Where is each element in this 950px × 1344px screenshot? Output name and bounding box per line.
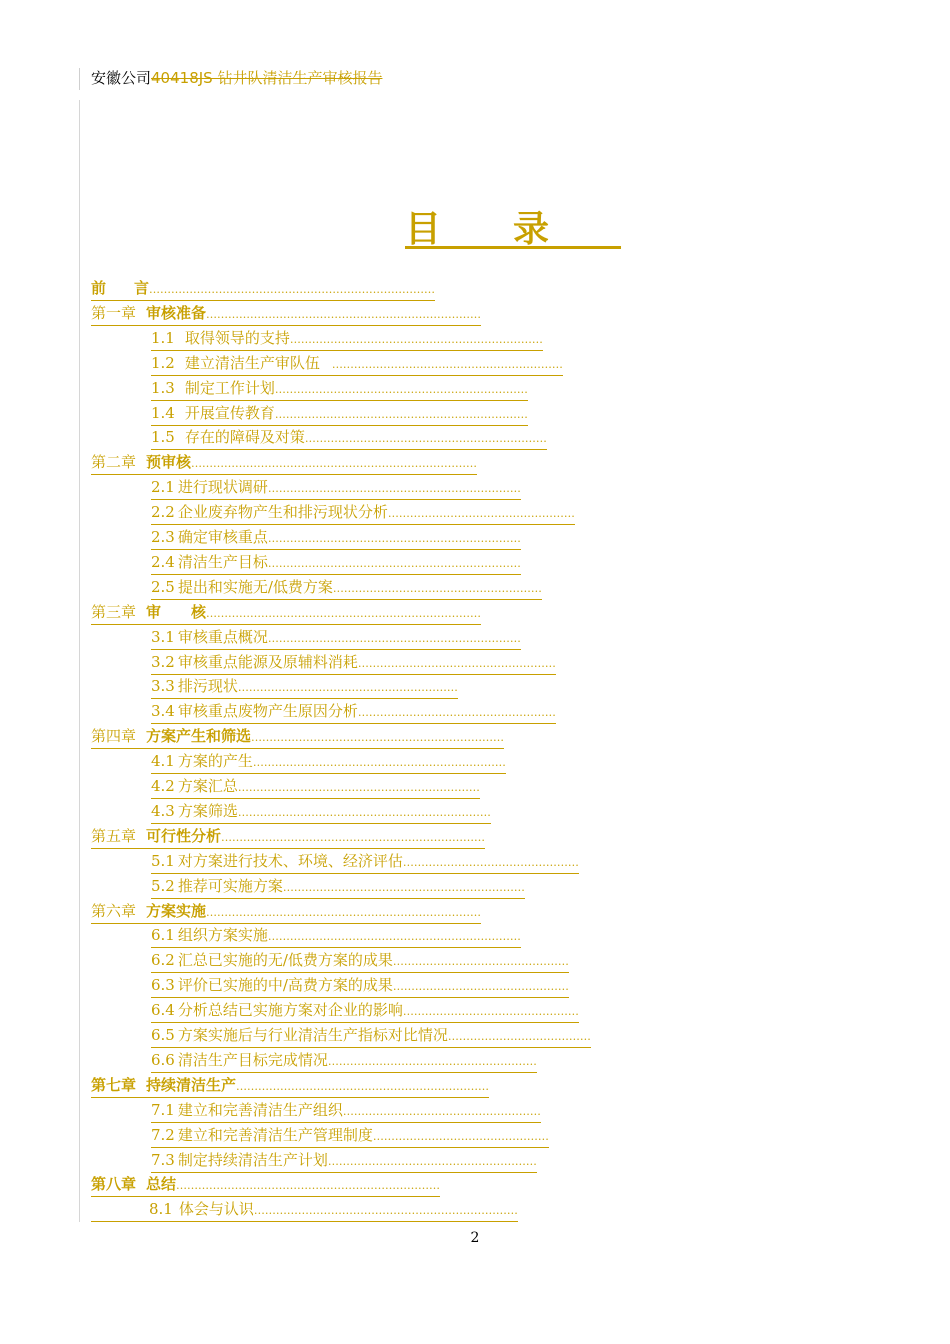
- toc-leader-dots: …………………………………………: [402, 855, 579, 869]
- toc-entry-number: 前: [91, 279, 107, 297]
- toc-leader-dots: ……………………………………………………………: [236, 1079, 490, 1093]
- toc-entry-number: 3.1: [151, 627, 175, 646]
- toc-entry-title: 开展宣传教育: [184, 403, 275, 422]
- toc-entry[interactable]: [151, 625, 521, 650]
- toc-leader-dots: …………………………………………………: [332, 581, 542, 595]
- toc-entry-title: 方案汇总: [177, 777, 238, 795]
- toc-entry-title: 建立清洁生产审队伍: [184, 353, 320, 372]
- toc-entry[interactable]: [151, 749, 506, 774]
- toc-entry-title-cont: 核: [191, 602, 207, 621]
- toc-entry[interactable]: [151, 973, 569, 998]
- toc-entry[interactable]: [151, 326, 543, 351]
- toc-entry-number: 7.2: [151, 1125, 175, 1144]
- toc-leader-dots: ………………………………………………………………: [176, 1179, 441, 1193]
- toc-leader-dots: …………………………………: [447, 1030, 591, 1043]
- toc-entry-number: 6.1: [151, 926, 175, 945]
- toc-entry-title: 方案实施: [146, 901, 207, 920]
- toc-entry-number: 第二章: [91, 453, 137, 472]
- toc-entry-number: 2.1: [151, 478, 175, 497]
- toc-entry[interactable]: [151, 998, 579, 1023]
- toc-leader-dots: …………………………………………………………: [282, 880, 525, 894]
- toc-leader-dots: …………………………………………………: [327, 1154, 537, 1168]
- toc-entry-title: 分析总结已实施方案对企业的影响: [177, 1001, 403, 1020]
- toc-entry[interactable]: [151, 674, 458, 699]
- toc-leader-dots: ……………………………………………: [387, 507, 575, 521]
- toc-entry-number: 5.1: [151, 851, 175, 870]
- toc-leader-dots: …………………………………………: [402, 1005, 579, 1019]
- toc-leader-dots: ……………………………………………………………: [251, 731, 505, 745]
- toc-leader-dots: ………………………………………………: [357, 656, 556, 670]
- toc-leader-dots: …………………………………………………: [327, 1054, 537, 1068]
- toc-leader-dots: ……………………………………………………: [237, 681, 458, 695]
- toc-entry-title: 制定持续清洁生产计划: [177, 1150, 328, 1169]
- toc-entry[interactable]: [91, 1172, 440, 1197]
- toc-leader-dots: …………………………………………: [392, 955, 569, 969]
- toc-entry[interactable]: [151, 500, 575, 525]
- toc-entry[interactable]: [151, 475, 521, 500]
- toc-entry[interactable]: [151, 376, 528, 401]
- toc-entry[interactable]: [151, 923, 521, 948]
- toc-entry-title: 确定审核重点: [177, 528, 268, 546]
- toc-entry-title: 存在的障碍及对策: [184, 428, 305, 447]
- toc-entry-number: 第七章: [91, 1075, 137, 1094]
- toc-entry-number: 1.3: [151, 378, 175, 397]
- toc-entry-title: 清洁生产目标: [177, 552, 268, 571]
- toc-entry[interactable]: [91, 824, 485, 849]
- toc-entry-number: 3.3: [151, 677, 175, 696]
- toc-entry-title: 审核准备: [146, 303, 207, 322]
- toc-entry-title: 汇总已实施的无/低费方案的成果: [177, 951, 393, 970]
- toc-entry-number: 1.1: [151, 328, 175, 347]
- toc-entry[interactable]: [151, 849, 579, 874]
- toc-entry-number: 6.5: [151, 1026, 175, 1044]
- toc-leader-dots: …………………………………………………………: [304, 432, 547, 446]
- header-company: 安徽公司: [91, 69, 152, 87]
- toc-entry-number: 第五章: [91, 826, 137, 845]
- toc-entry[interactable]: [151, 1098, 541, 1123]
- toc-entry[interactable]: [151, 1023, 591, 1048]
- toc-entry-number: 1.5: [151, 428, 175, 447]
- toc-entry-number: 第三章: [91, 602, 137, 621]
- toc-entry-title: 对方案进行技术、环境、经济评估: [177, 851, 403, 870]
- toc-leader-dots: ………………………………………………………: [331, 357, 563, 371]
- toc-leader-dots: …………………………………………………………………: [206, 307, 482, 321]
- toc-entry[interactable]: [151, 425, 547, 450]
- toc-entry[interactable]: [91, 301, 481, 326]
- toc-entry-title: 组织方案实施: [177, 926, 268, 945]
- toc-entry-number: 第六章: [91, 901, 137, 920]
- toc-entry-title: 言: [134, 279, 150, 297]
- toc-entry-number: 6.2: [151, 951, 175, 970]
- toc-entry[interactable]: [91, 450, 477, 475]
- header-report-title: 40418JS 钻井队清洁生产审核报告: [151, 69, 383, 87]
- toc-entry-number: 6.4: [151, 1001, 175, 1020]
- toc-entry[interactable]: [151, 799, 491, 824]
- toc-entry-number: 4.1: [151, 752, 175, 771]
- toc-leader-dots: ……………………………………………………………: [274, 407, 528, 421]
- toc-leader-dots: ……………………………………………………………: [289, 332, 543, 346]
- toc-entry-number: 1.2: [151, 353, 175, 372]
- toc-leader-dots: …………………………………………: [372, 1129, 549, 1143]
- toc-entry-number: 7.1: [151, 1100, 175, 1119]
- toc-entry-title: 方案的产生: [177, 752, 253, 771]
- toc-leader-dots: ……………………………………………………………: [267, 631, 521, 645]
- toc-entry[interactable]: [91, 1073, 489, 1098]
- toc-leader-dots: ……………………………………………………………: [267, 930, 521, 944]
- toc-entry-title: 审: [146, 602, 162, 621]
- toc-entry-number: 7.3: [151, 1150, 175, 1169]
- toc-entry[interactable]: [151, 1123, 549, 1148]
- toc-entry-title: 排污现状: [177, 677, 238, 696]
- toc-leader-dots: ………………………………………………………………: [221, 830, 486, 844]
- toc-entry[interactable]: [91, 276, 435, 301]
- toc-entry-title: 方案实施后与行业清洁生产指标对比情况: [177, 1026, 448, 1044]
- toc-entry-title: 清洁生产目标完成情况: [177, 1050, 328, 1069]
- page-number: 2: [470, 1230, 480, 1246]
- toc-entry-number: 5.2: [151, 876, 175, 895]
- toc-entry-title: 审核重点能源及原辅料消耗: [177, 652, 358, 671]
- toc-entry-title: 企业废弃物产生和排污现状分析: [177, 503, 388, 522]
- toc-leader-dots: ……………………………………………………………: [267, 556, 521, 570]
- toc-leader-dots: ………………………………………………………………: [253, 1204, 518, 1218]
- toc-entry-title: 方案产生和筛选: [146, 727, 252, 746]
- toc-entry-number: 2.5: [151, 577, 175, 596]
- toc-leader-dots: ……………………………………………………………: [267, 532, 521, 545]
- toc-entry-title: 方案筛选: [177, 801, 238, 820]
- toc-entry-title: 取得领导的支持: [184, 328, 290, 347]
- toc-entry[interactable]: [151, 948, 569, 973]
- toc-entry-number: 第八章: [91, 1175, 137, 1194]
- toc-entry[interactable]: [151, 525, 521, 550]
- toc-entry[interactable]: [91, 1197, 518, 1222]
- toc-leader-dots: ……………………………………………………………………: [149, 283, 436, 296]
- toc-entry-title: 建立和完善清洁生产管理制度: [177, 1125, 373, 1144]
- toc-entry[interactable]: [151, 550, 521, 575]
- toc-entry[interactable]: [91, 600, 481, 625]
- toc-entry[interactable]: [151, 575, 542, 600]
- toc-entry-number: 6.3: [151, 976, 175, 995]
- toc-entry[interactable]: [151, 1148, 537, 1173]
- toc-entry-number: 2.2: [151, 503, 175, 522]
- toc-leader-dots: ……………………………………………………………: [267, 482, 521, 496]
- toc-entry-number: 第一章: [91, 303, 137, 322]
- toc-leader-dots: ……………………………………………………………: [237, 805, 491, 819]
- toc-entry-number: 2.3: [151, 528, 175, 546]
- toc-entry[interactable]: [151, 1048, 537, 1073]
- toc-entry-title: 审核重点概况: [177, 627, 268, 646]
- toc-entry[interactable]: [151, 650, 556, 675]
- toc-entry-title: 推荐可实施方案: [177, 876, 283, 895]
- toc-leader-dots: …………………………………………………………………: [206, 905, 482, 919]
- toc-entry-title: 总结: [146, 1175, 177, 1194]
- toc-leader-dots: …………………………………………: [392, 980, 569, 994]
- toc-leader-dots: …………………………………………………………: [237, 781, 480, 794]
- toc-entry[interactable]: [151, 699, 556, 724]
- toc-entry[interactable]: [151, 774, 480, 799]
- toc-entry-title: 体会与认识: [178, 1200, 254, 1219]
- toc-entry-title: 建立和完善清洁生产组织: [177, 1100, 343, 1119]
- toc-entry-number: 1.4: [151, 403, 175, 422]
- toc-entry[interactable]: [91, 899, 481, 924]
- toc-entry-title: 进行现状调研: [177, 478, 268, 497]
- toc-entry[interactable]: [151, 401, 528, 426]
- toc-leader-dots: …………………………………………………………………: [206, 606, 482, 620]
- toc-entry-number: 4.2: [151, 777, 175, 795]
- toc-entry-number: 6.6: [151, 1050, 175, 1069]
- toc-entry-title: 预审核: [146, 453, 192, 472]
- toc-title: 目录: [405, 208, 622, 250]
- toc-leader-dots: ………………………………………………: [357, 706, 556, 720]
- toc-leader-dots: ……………………………………………………………: [274, 382, 528, 396]
- page-header: [91, 66, 382, 90]
- toc-entry[interactable]: [151, 874, 525, 899]
- toc-entry-title: 持续清洁生产: [146, 1075, 237, 1094]
- toc-entry[interactable]: [91, 724, 504, 749]
- toc-leader-dots: ………………………………………………: [342, 1104, 541, 1118]
- toc-entry-number: 3.4: [151, 702, 175, 721]
- margin-rule: [79, 100, 80, 1222]
- toc-entry[interactable]: [151, 351, 563, 376]
- toc-entry-number: 3.2: [151, 652, 175, 671]
- toc-entry-title: 可行性分析: [146, 826, 222, 845]
- toc-entry-title: 评价已实施的中/高费方案的成果: [177, 976, 393, 995]
- toc-entry-title: 提出和实施无/低费方案: [177, 577, 333, 596]
- toc-leader-dots: ……………………………………………………………………: [191, 457, 478, 471]
- toc-entry-title: 审核重点废物产生原因分析: [177, 702, 358, 721]
- toc-entry-number: 2.4: [151, 552, 175, 571]
- header-margin-tick: [79, 68, 80, 90]
- toc-entry-number: 第四章: [91, 727, 137, 746]
- toc-entry-title: 制定工作计划: [184, 378, 275, 397]
- toc-entry-number: 4.3: [151, 801, 175, 820]
- toc-leader-dots: ……………………………………………………………: [252, 756, 506, 770]
- toc-entry-number: 8.1: [149, 1200, 173, 1219]
